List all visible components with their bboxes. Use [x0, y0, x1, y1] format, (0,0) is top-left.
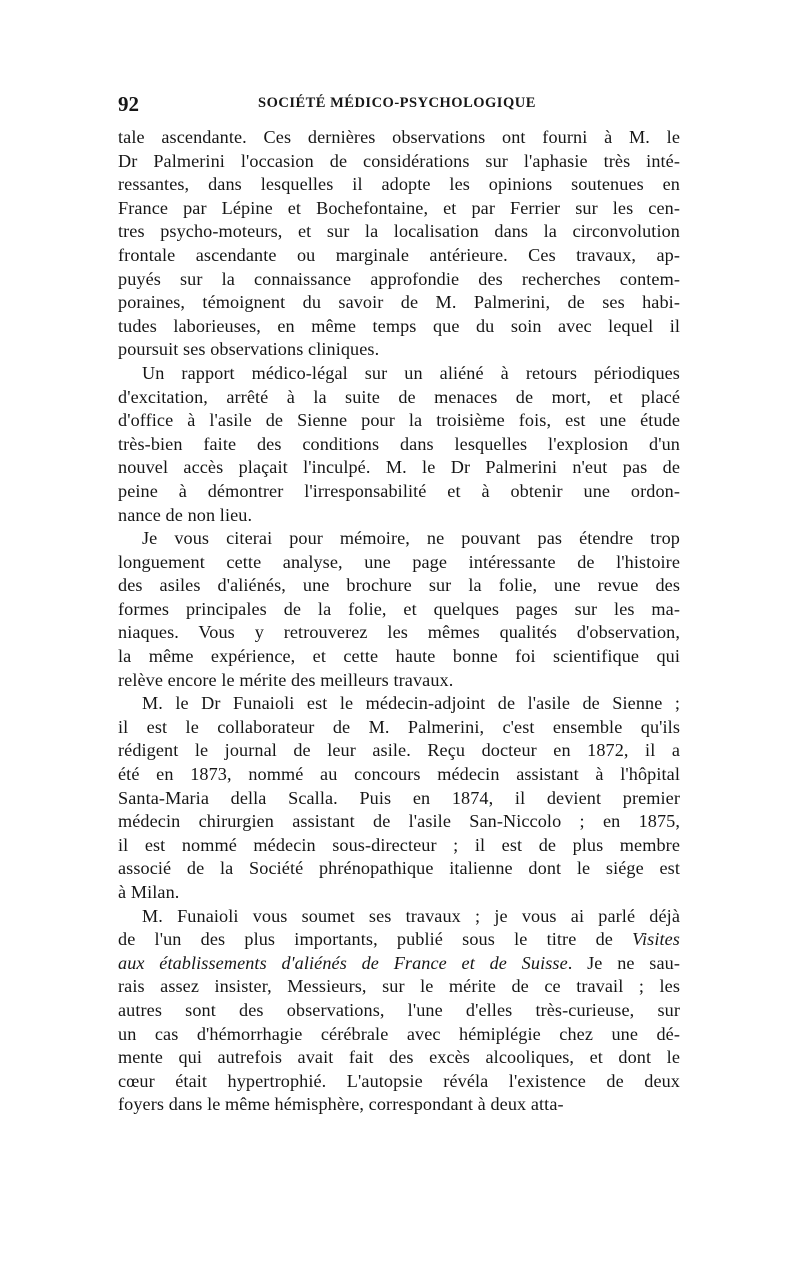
text-line: il est le collaborateur de M. Palmerini, c'est ensemble qu'ils	[118, 716, 680, 737]
text-line: peine à démontrer l'irresponsabilité et à obtenir une ordon-	[118, 480, 680, 501]
text-line: Santa-Maria della Scalla. Puis en 1874, il devient premier	[118, 787, 680, 808]
text-line: puyés sur la connaissance approfondie des recherches contem-	[118, 268, 680, 289]
italic-title: aux établissements d'aliénés de France et de Suisse	[118, 952, 568, 973]
text-line: cœur était hypertrophié. L'autopsie révéla l'existence de deux	[118, 1070, 680, 1091]
text-line: M. le Dr Funaioli est le médecin-adjoint de l'asile de Sienne ;	[142, 693, 680, 714]
text-line: médecin chirurgien assistant de l'asile San-Niccolo ; en 1875,	[118, 811, 680, 832]
text-line: France par Lépine et Bochefontaine, et par Ferrier sur les cen-	[118, 197, 680, 218]
paragraph	[118, 126, 680, 362]
text-line: Dr Palmerini l'occasion de considérations sur l'aphasie très inté-	[118, 150, 680, 171]
text-line: poursuit ses observations cliniques.	[118, 339, 380, 360]
text-line: d'excitation, arrêté à la suite de menaces de mort, et placé	[118, 386, 680, 407]
text-line: nance de non lieu.	[118, 504, 253, 525]
text-line: ressantes, dans lesquelles il adopte les opinions soutenues en	[118, 174, 680, 195]
text-line: la même expérience, et cette haute bonne foi scientifique qui	[118, 646, 680, 667]
italic-title: Visites	[632, 929, 680, 950]
running-head: SOCIÉTÉ MÉDICO-PSYCHOLOGIQUE	[258, 95, 536, 111]
text-line: d'office à l'asile de Sienne pour la troisième fois, est une étude	[118, 410, 680, 431]
text-line: tudes laborieuses, en même temps que du soin avec lequel il	[118, 315, 680, 336]
text-line: longuement cette analyse, une page intéressante de l'histoire	[118, 551, 680, 572]
text-line: formes principales de la folie, et quelques pages sur les ma-	[118, 598, 680, 619]
text-line: associé de la Société phrénopathique italienne dont le siége est	[118, 858, 680, 879]
text-line: rédigent le journal de leur asile. Reçu docteur en 1872, il a	[118, 740, 680, 761]
text-line: à Milan.	[118, 882, 180, 902]
text-line: un cas d'hémorrhagie cérébrale avec hémiplégie chez une dé-	[118, 1023, 680, 1044]
body-text	[118, 126, 680, 1117]
text-line: il est nommé médecin sous-directeur ; il est de plus membre	[118, 834, 680, 855]
paragraph	[118, 905, 680, 1117]
paragraph	[118, 362, 680, 527]
text-line: Je vous citerai pour mémoire, ne pouvant pas étendre trop	[142, 528, 680, 549]
text-line: de l'un des plus importants, publié sous le titre de Visites	[118, 929, 680, 950]
text-line: été en 1873, nommé au concours médecin assistant à l'hôpital	[118, 764, 680, 785]
text-line: aux établissements d'aliénés de France et de Suisse. Je ne sau-	[118, 952, 680, 973]
text-line: foyers dans le même hémisphère, correspondant à deux atta-	[118, 1094, 564, 1115]
text-line: niaques. Vous y retrouverez les mêmes qualités d'observation,	[118, 622, 680, 643]
text-line: tale ascendante. Ces dernières observations ont fourni à M. le	[118, 127, 680, 147]
text-line: frontale ascendante ou marginale antérieure. Ces travaux, ap-	[118, 244, 680, 265]
page-header	[118, 92, 680, 126]
text-line: tres psycho-moteurs, et sur la localisation dans la circonvolution	[118, 221, 680, 242]
text-line: très-bien faite des conditions dans lesquelles l'explosion d'un	[118, 433, 680, 454]
text-line: des asiles d'aliénés, une brochure sur la folie, une revue des	[118, 575, 680, 596]
text-line: mente qui autrefois avait fait des excès alcooliques, et dont le	[118, 1047, 680, 1068]
text-line: Un rapport médico-légal sur un aliéné à retours périodiques	[142, 362, 680, 383]
text-line: relève encore le mérite des meilleurs travaux.	[118, 669, 454, 690]
text-line: poraines, témoignent du savoir de M. Palmerini, de ses habi-	[118, 292, 680, 313]
text-line: rais assez insister, Messieurs, sur le mérite de ce travail ; les	[118, 976, 680, 997]
book-page	[118, 92, 680, 1117]
text-line: nouvel accès plaçait l'inculpé. M. le Dr Palmerini n'eut pas de	[118, 457, 680, 478]
text-line: autres sont des observations, l'une d'elles très-curieuse, sur	[118, 999, 680, 1020]
text-line: M. Funaioli vous soumet ses travaux ; je vous ai parlé déjà	[142, 905, 680, 926]
paragraph	[118, 692, 680, 904]
page-number: 92	[118, 92, 139, 116]
paragraph	[118, 527, 680, 692]
